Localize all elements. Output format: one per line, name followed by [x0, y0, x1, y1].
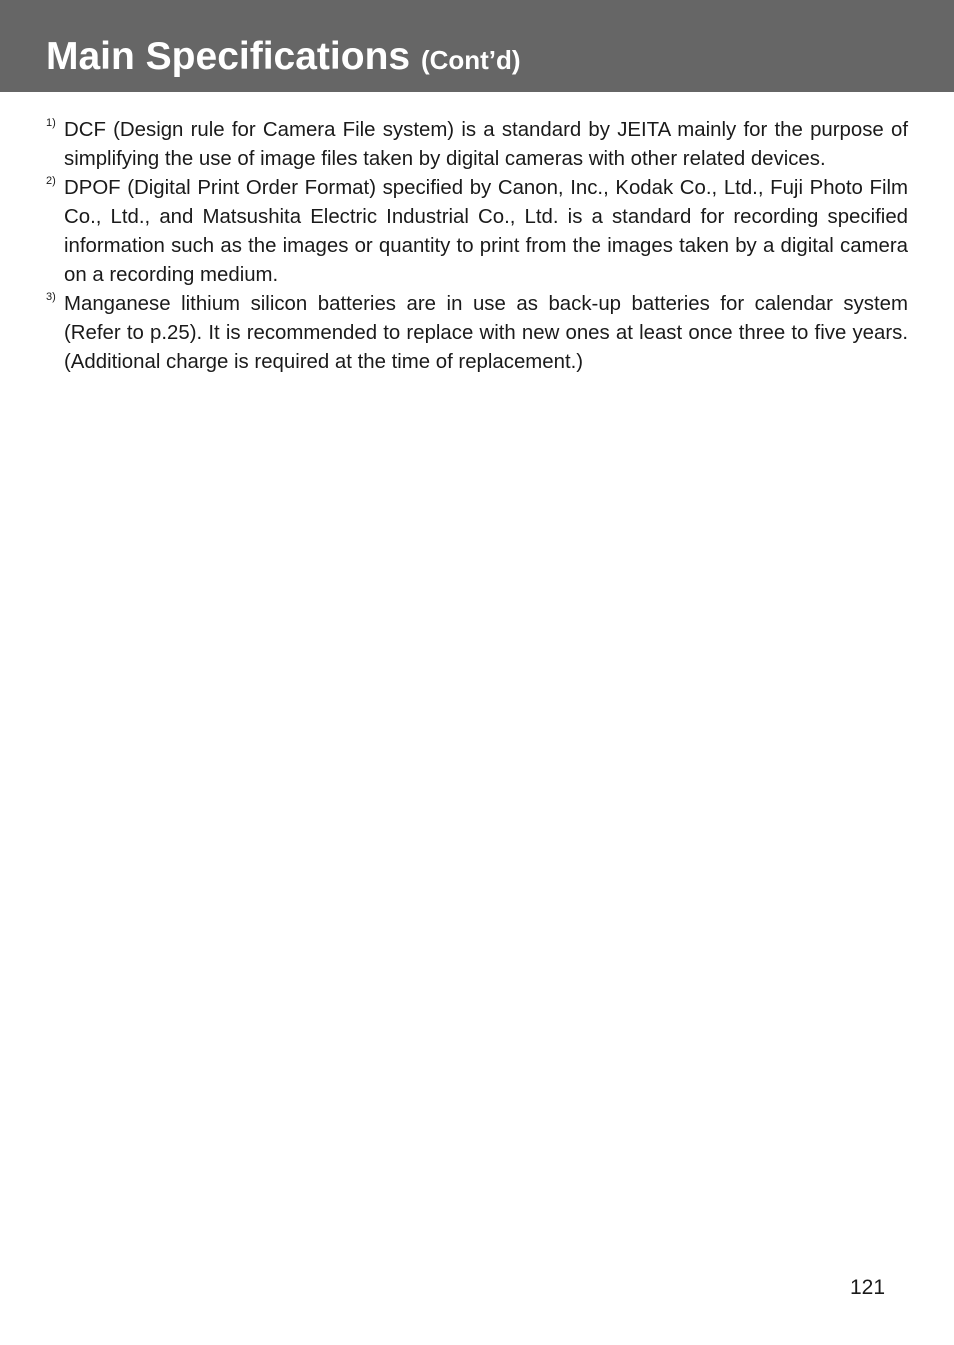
page-number: 121	[850, 1276, 886, 1299]
footnote-text: DCF (Design rule for Camera File system) is a standard by JEITA mainly for the purpose of simplifying the use of image files taken by digital cameras with other related devices.	[64, 119, 908, 170]
footnote-marker: 1)	[46, 117, 56, 129]
page-header-band	[0, 0, 954, 92]
footnote-marker: 3)	[46, 291, 56, 303]
footnotes-list	[46, 116, 908, 377]
footnote-item	[46, 174, 908, 290]
footnote-text: DPOF (Digital Print Order Format) specified by Canon, Inc., Kodak Co., Ltd., Fuji Photo Film Co., Ltd., and Matsushita Electric Industrial Co., Ltd. is a standard for recording specified information such as the images or quantity to print from the images taken by a digital camera on a recording medium.	[64, 177, 908, 286]
page-title	[46, 34, 521, 83]
footnote-item	[46, 116, 908, 174]
footnote-marker: 2)	[46, 175, 56, 187]
footnote-text: Manganese lithium silicon batteries are in use as back-up batteries for calendar system (Refer to p.25). It is recommended to replace with new ones at least once three to five years. (Additional charge is required at the time of replacement.)	[64, 293, 908, 373]
page-title-main: Main Specifications	[46, 35, 411, 78]
footnote-item	[46, 290, 908, 377]
page-title-suffix: (Cont’d)	[420, 45, 521, 75]
